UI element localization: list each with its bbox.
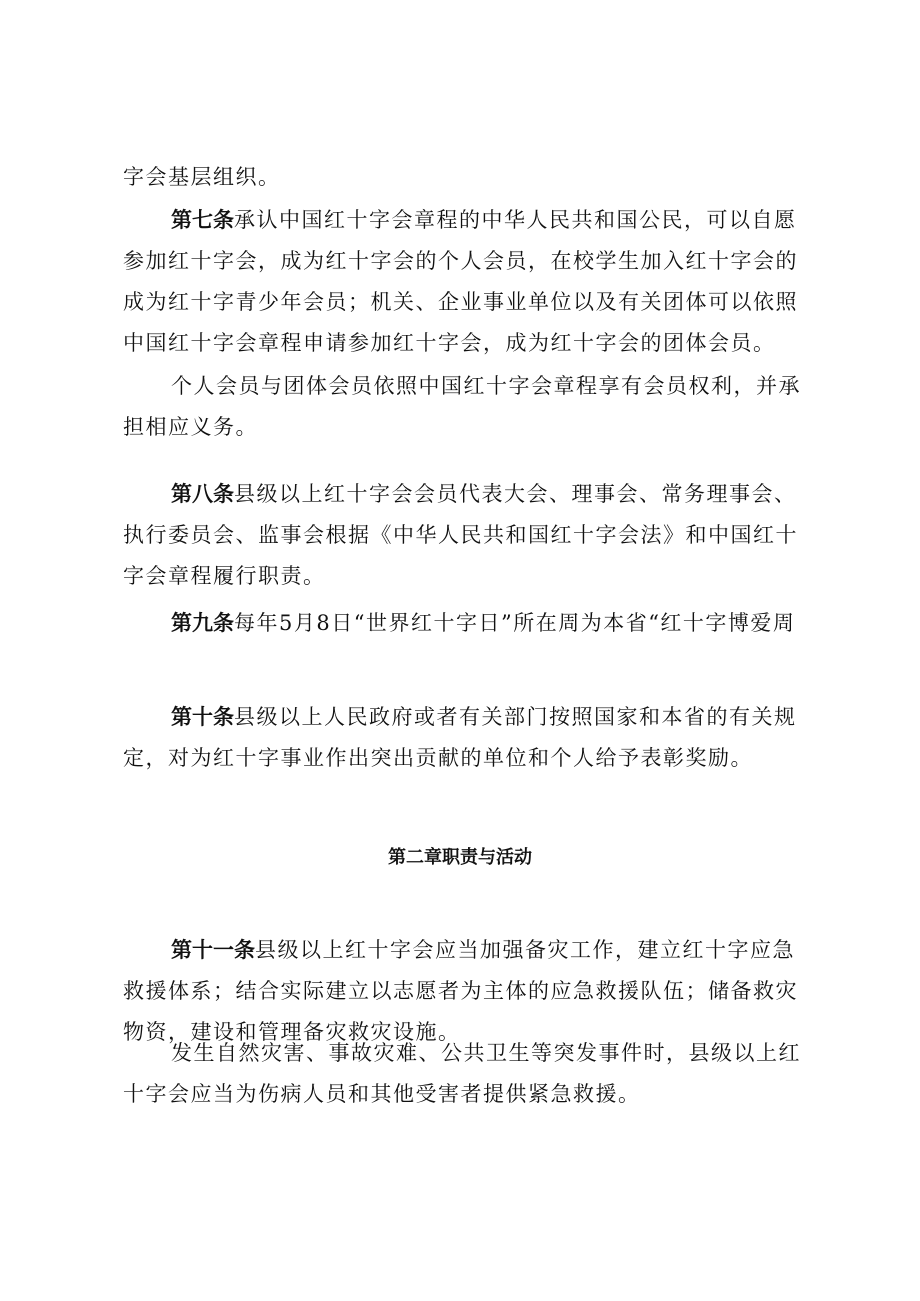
article-9 [123,603,811,644]
article-text: 县级以上人民政府或者有关部门按照国家和本省的有关规定，对为红十字事业作出突出贡献的单位和个人给予表彰奖励。 [123,705,797,770]
article-number: 第九条 [171,611,234,635]
article-8 [123,474,811,597]
article-number: 第七条 [171,208,234,232]
article-text: 每年5月8日“世界红十字日”所在周为本省“红十字博爱周 [234,611,796,635]
article-text: 县级以上红十字会应当加强备灾工作，建立红十字应急救援体系；结合实际建立以志愿者为主体的应急救援队伍；储备救灾物资，建设和管理备灾救灾设施。 [123,938,798,1044]
article-10 [123,697,811,779]
paragraph-text: 字会基层组织。 [123,165,281,189]
paragraph-continuation [123,157,811,198]
paragraph-text: 发生自然灾害、事故灾难、公共卫生等突发事件时，县级以上红十字会应当为伤病人员和其他受害者提供紧急救援。 [123,1041,801,1106]
article-number: 第八条 [171,482,234,506]
article-11-paragraph-2 [123,1033,811,1115]
article-number: 第十一条 [171,938,255,962]
article-text: 县级以上红十字会会员代表大会、理事会、常务理事会、执行委员会、监事会根据《中华人民共和国红十字会法》和中国红十字会章程履行职责。 [123,482,798,588]
article-text: 承认中国红十字会章程的中华人民共和国公民，可以自愿参加红十字会，成为红十字会的个人会员，在校学生加入红十字会的成为红十字青少年会员；机关、企业事业单位以及有关团体可以依照中国红十字会章程申请参加红十字会，成为红十字会的团体会员。 [123,208,798,355]
article-7 [123,200,811,364]
article-7-paragraph-2 [123,366,811,448]
paragraph-text: 个人会员与团体会员依照中国红十字会章程享有会员权利，并承担相应义务。 [123,374,801,439]
chapter-heading: 第二章职责与活动 [388,847,532,868]
article-number: 第十条 [171,705,234,729]
